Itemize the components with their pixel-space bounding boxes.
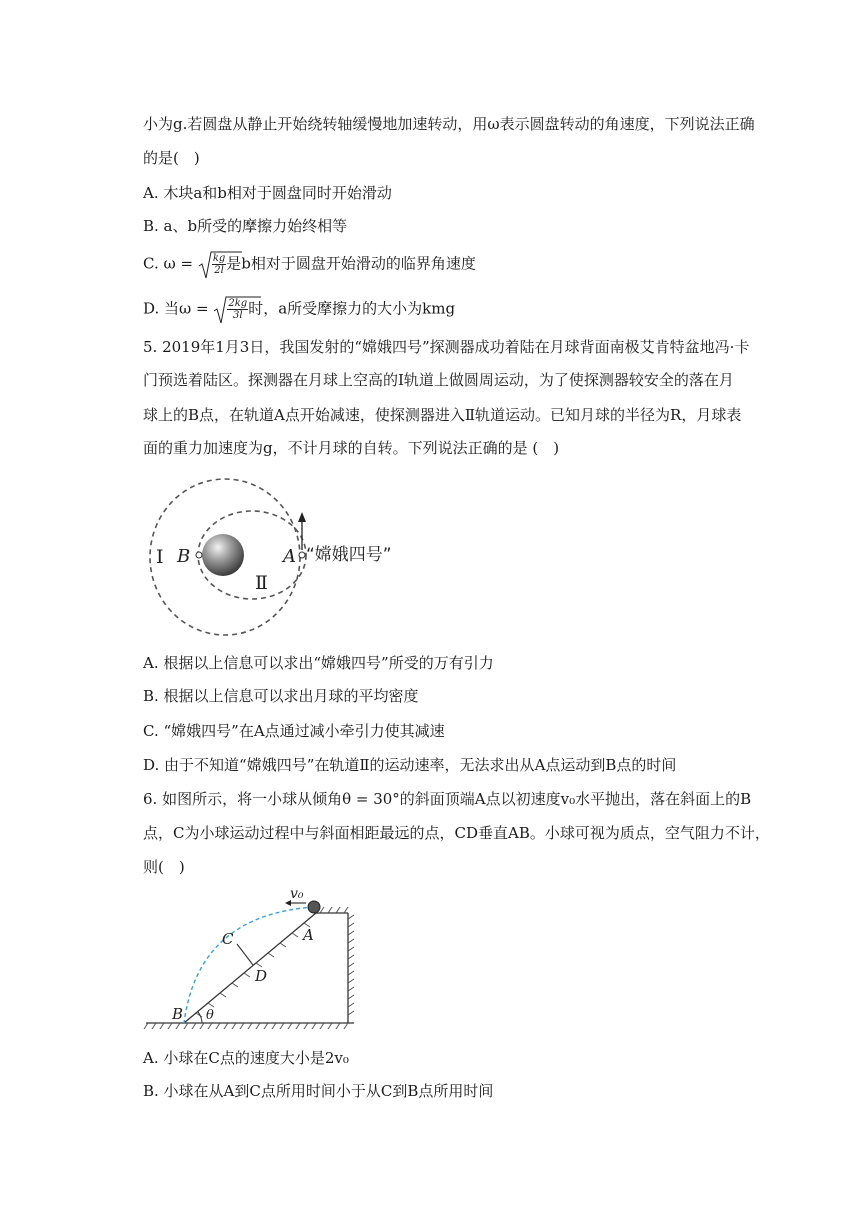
q4-option-d [143, 298, 455, 321]
incline-line [184, 913, 316, 1023]
q5-option-d: D. 由于不知道“嫦娥四号”在轨道Ⅱ的运动速率，无法求出从A点运动到B点的时间 [143, 756, 677, 774]
label-orbit-i: Ⅰ [156, 546, 164, 568]
q6-option-a: A. 小球在C点的速度大小是2v₀ [143, 1049, 349, 1067]
arrowhead-icon [298, 512, 306, 522]
q4-option-c [143, 253, 476, 276]
q4-option-d-sqrt [213, 298, 248, 321]
q6-stem-line-2: 点，C为小球运动过程中与斜面相距最远的点，CD垂直AB。小球可视为质点，空气阻力不计， [143, 824, 770, 842]
q5-option-b: B. 根据以上信息可以求出月球的平均密度 [143, 687, 419, 705]
q4-option-b: B. a、b所受的摩擦力始终相等 [143, 217, 348, 235]
q4-option-d-numerator: 2kg [228, 298, 248, 309]
q6-option-b: B. 小球在从A到C点所用时间小于从C到B点所用时间 [143, 1082, 494, 1100]
label-point-b: B [177, 546, 191, 567]
label-b: B [172, 1005, 184, 1023]
q5-stem-line-1: 5. 2019年1月3日，我国发射的“嫦娥四号”探测器成功着陆在月球背面南极艾肯特盆地冯·卡 [143, 338, 750, 356]
wall-hatching [348, 915, 354, 1015]
q6-stem-line-3: 则( ) [143, 858, 185, 876]
label-probe: “嫦娥四号” [306, 545, 392, 565]
q4-stem-line-2: 的是( ) [143, 149, 200, 167]
q4-option-c-numerator: kg [212, 253, 226, 264]
top-hatching [320, 907, 348, 913]
trajectory-curve [184, 907, 314, 1023]
q4-option-d-prefix: D. 当ω = [143, 299, 214, 318]
label-v0: v₀ [290, 886, 304, 902]
label-d: D [255, 967, 268, 985]
q4-option-c-suffix: 是b相对于圆盘开始滑动的临界角速度 [226, 254, 476, 273]
q5-stem-line-4: 面的重力加速度为g，不计月球的自转。下列说法正确的是 ( ) [143, 439, 560, 457]
orbit-diagram [140, 472, 440, 642]
q5-option-a: A. 根据以上信息可以求出“嫦娥四号”所受的万有引力 [143, 654, 494, 672]
incline-hatching [196, 923, 310, 1017]
q4-option-a: A. 木块a和b相对于圆盘同时开始滑动 [143, 184, 392, 202]
q4-option-d-suffix: 时，a所受摩擦力的大小为kmg [248, 299, 456, 318]
incline-diagram [140, 885, 370, 1035]
label-theta: θ [206, 1008, 214, 1023]
q4-option-c-denominator: 2l [214, 265, 224, 276]
q6-stem-line-1: 6. 如图所示，将一小球从倾角θ = 30°的斜面顶端A点以初速度v₀水平抛出，落在斜面上的B [143, 790, 752, 808]
ball-icon [308, 901, 320, 913]
label-c: C [222, 930, 234, 948]
point-b-marker [196, 552, 202, 558]
moon-icon [202, 534, 244, 576]
q4-option-c-sqrt [198, 253, 226, 276]
q4-option-c-prefix: C. ω = [143, 254, 198, 273]
q5-option-c: C. “嫦娥四号”在A点通过减小牵引力使其减速 [143, 722, 445, 740]
ground-hatching [144, 1023, 348, 1029]
label-orbit-ii: Ⅱ [255, 572, 268, 594]
angle-arc [198, 1012, 202, 1023]
point-a-marker [299, 552, 305, 558]
q5-stem-line-3: 球上的B点，在轨道A点开始减速，使探测器进入Ⅱ轨道运动。已知月球的半径为R，月球表 [143, 406, 742, 424]
q5-stem-line-2: 门预选着陆区。探测器在月球上空高的Ⅰ轨道上做圆周运动，为了使探测器较安全的落在月 [143, 371, 734, 389]
q4-option-d-denominator: 3l [233, 310, 243, 321]
label-point-a: A [283, 546, 296, 567]
label-a: A [303, 926, 314, 944]
cd-segment [237, 944, 253, 965]
q4-stem-line-1: 小为g.若圆盘从静止开始绕转轴缓慢地加速转动，用ω表示圆盘转动的角速度，下列说法正确 [143, 115, 755, 133]
